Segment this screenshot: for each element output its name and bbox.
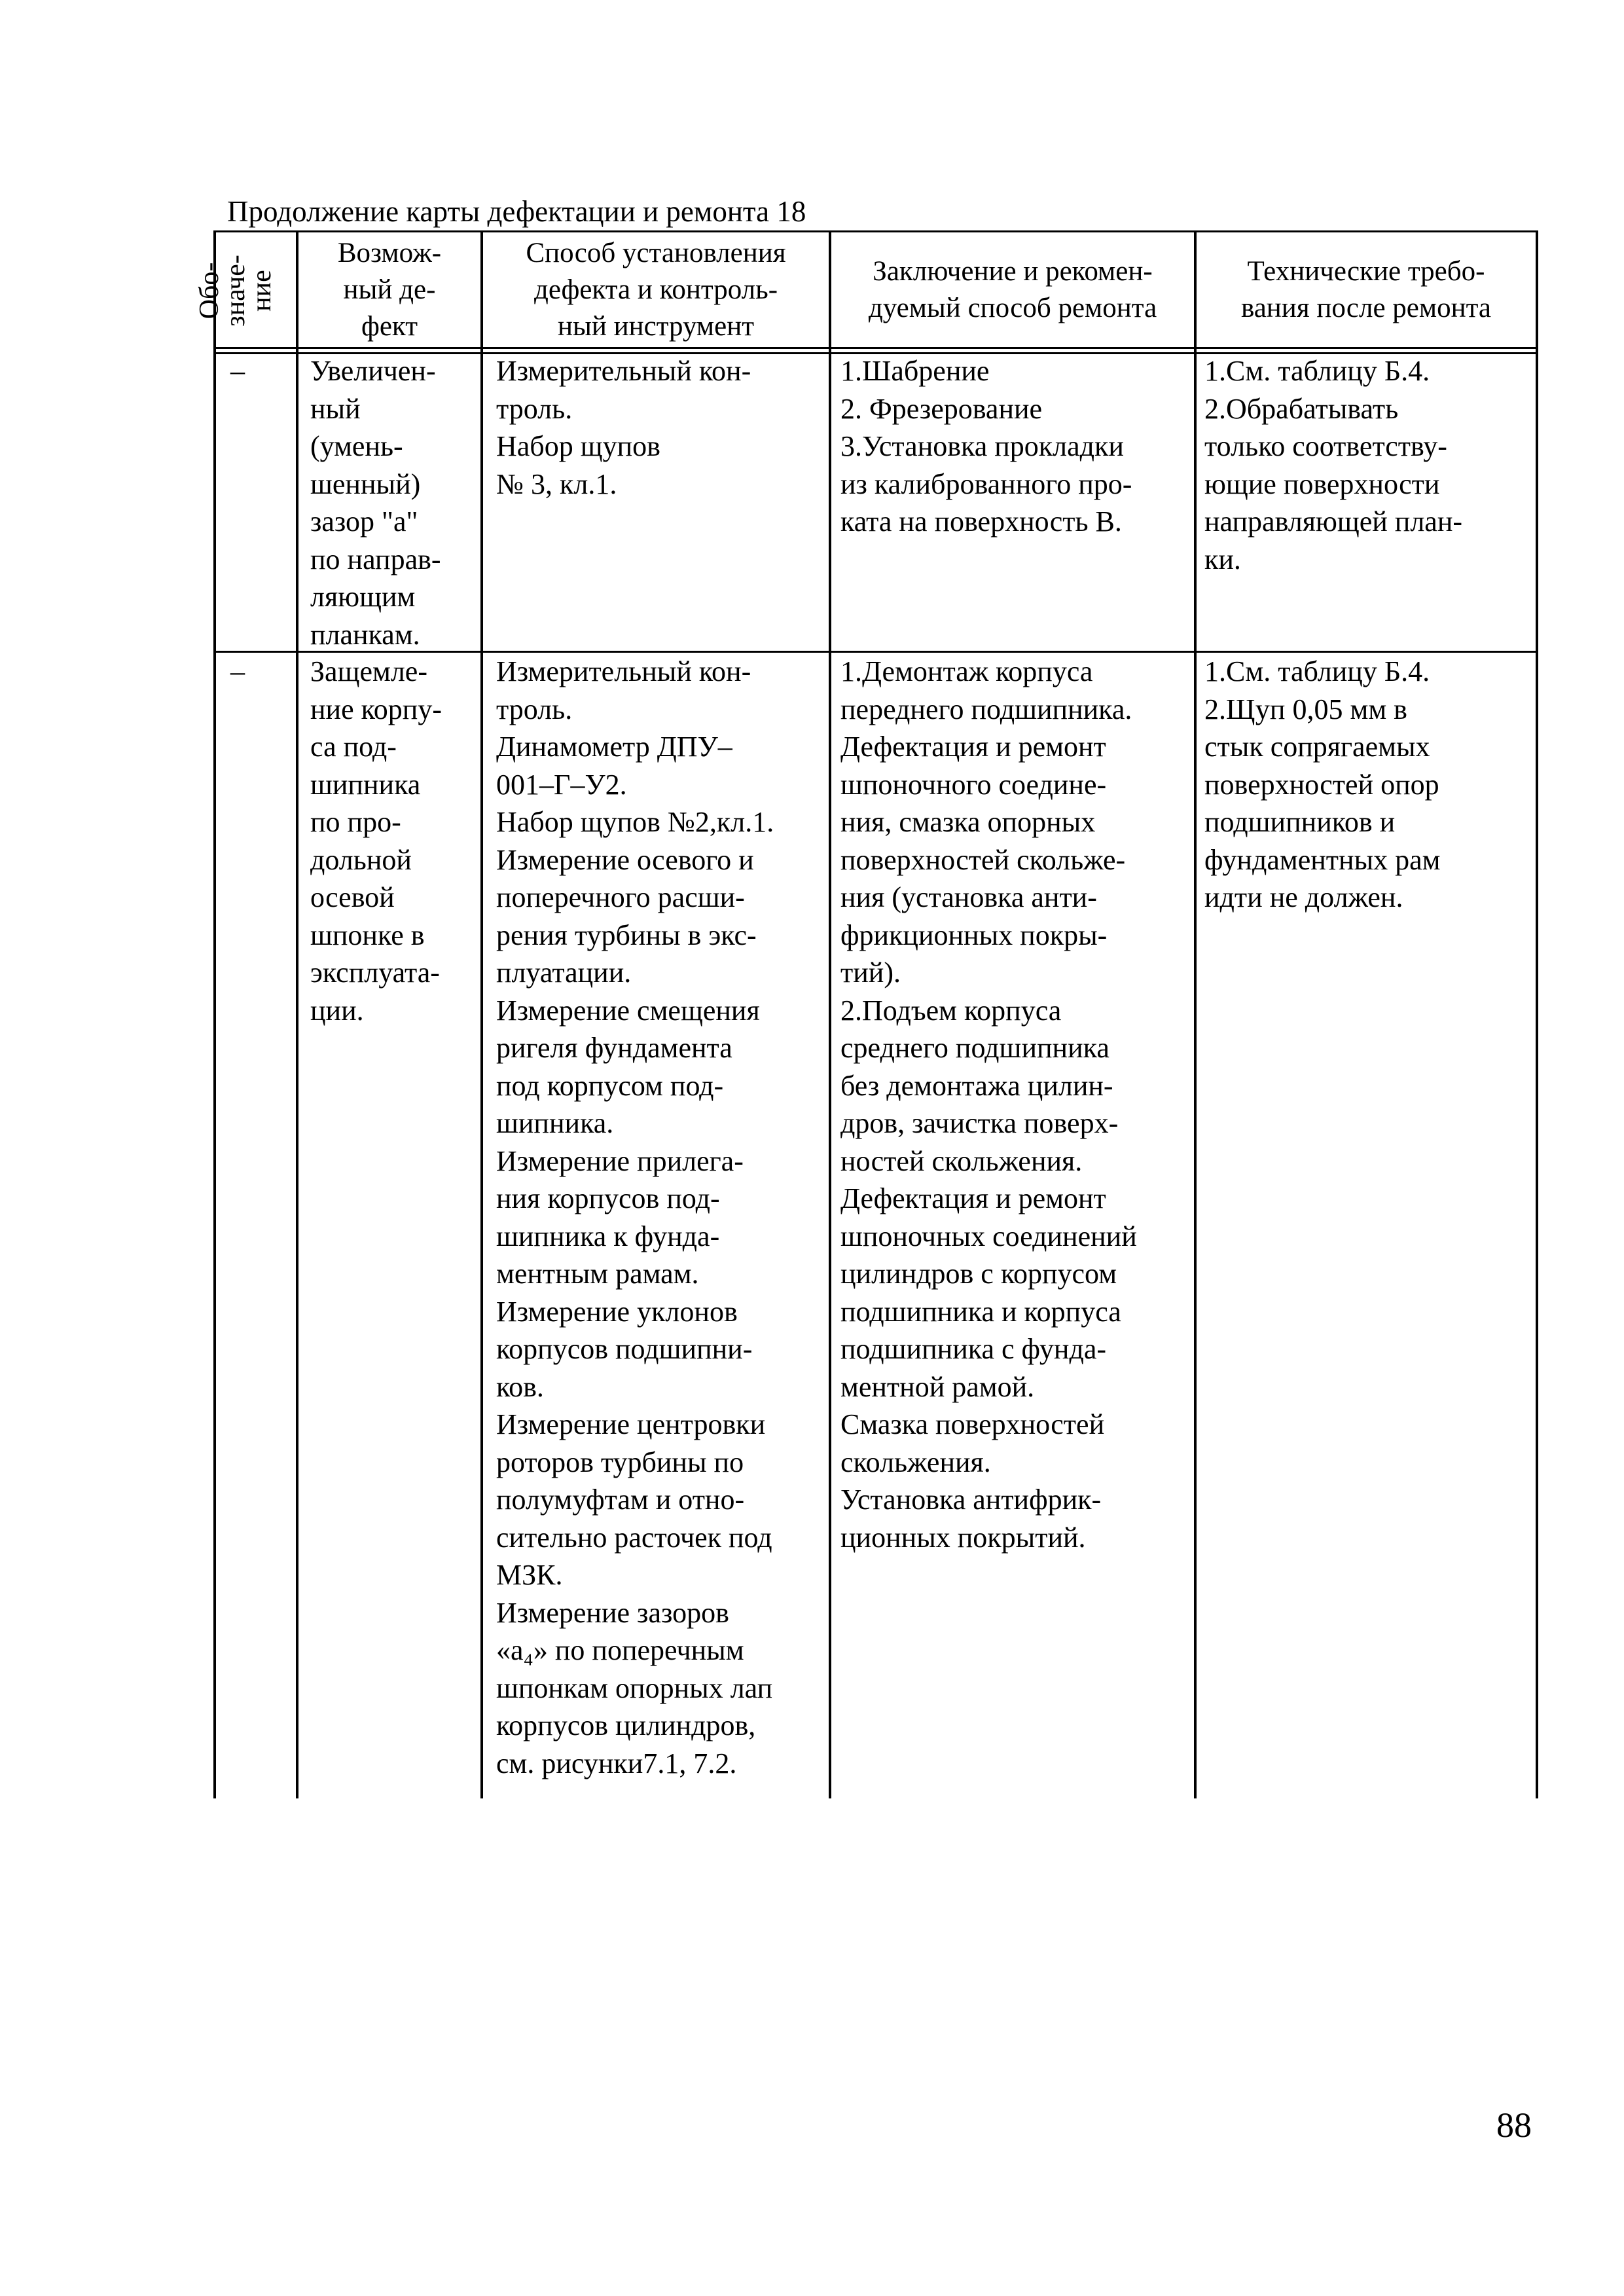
header-defect: Возмож- ный де- фект xyxy=(337,238,442,342)
header-designation xyxy=(194,230,296,347)
header-method: Способ установления дефекта и контроль- ный инструмент xyxy=(526,238,786,342)
row2-conclusion: 1.Демонтаж корпуса переднего подшипника. Дефектация и ремонт шпоночного соедине- ния, смазка опорных поверхностей скольже- ния (установка анти- фрикционных покры- тий). 2.Подъем корпуса среднего подшипника без демонтажа цилин- дров, зачистка поверх- ностей скольжения. Дефектация и ремонт шпоночных соединений цилиндров с корпусом подшипника и корпуса подшипника с фунда- ментной рамой. Смазка поверхностей скольжения. Установка антифрик- ционных покрытий. xyxy=(840,655,1137,1554)
column-rule-right xyxy=(1536,230,1538,1798)
row2-method: Измерительный кон- троль. Динамометр ДПУ– 001–Г–У2. Набор щупов №2,кл.1. Измерение осевого и поперечного расши- рения турбины в экс- плуатации. Измерение смещения ригеля фундамента под корпусом под- шипника. Измерение прилега- ния корпусов под- шипника к фунда- ментным рамам. Измерение уклонов корпусов подшипни- ков. Измерение центровки роторов турбины по полумуфтам и отно- сительно расточек под МЗК. Измерение зазоров «а₄» по поперечным шпонкам опорных лап корпусов цилиндров, см. рисунки7.1, 7.2. xyxy=(496,655,774,1779)
table-caption: Продолжение карты дефектации и ремонта 18 xyxy=(227,195,806,228)
row1-requirements: 1.См. таблицу Б.4. 2.Обрабатывать только соответству- ющие поверхности направляющей план- ки. xyxy=(1204,355,1463,575)
table-top-border xyxy=(213,230,1538,232)
header-conclusion: Заключение и рекомен- дуемый способ ремонта xyxy=(868,256,1157,323)
page-number: 88 xyxy=(1496,2105,1532,2145)
column-rule-1 xyxy=(296,230,298,1798)
column-rule-3 xyxy=(829,230,831,1798)
row2-defect: Защемле- ние корпу- са под- шипника по про- дольной осевой шпонке в эксплуата- ции. xyxy=(310,655,442,1027)
row2-requirements: 1.См. таблицу Б.4. 2.Щуп 0,05 мм в стык сопрягаемых поверхностей опор подшипников и фундаментных рам идти не должен. xyxy=(1204,655,1441,913)
column-rule-4 xyxy=(1194,230,1197,1798)
row1-method: Измерительный кон- троль. Набор щупов № 3, кл.1. xyxy=(496,355,751,500)
header-requirements: Технические требо- вания после ремонта xyxy=(1240,256,1492,323)
column-rule-2 xyxy=(480,230,483,1798)
header-designation-text: Обо- значе- ние xyxy=(194,255,277,327)
header-bottom-border xyxy=(213,347,1538,349)
defect-repair-table xyxy=(194,230,1538,1798)
row2-designation: – xyxy=(230,655,245,687)
row1-defect: Увеличен- ный (умень- шенный) зазор "а" по направ- ляющим планкам. xyxy=(310,355,441,651)
column-rule-left xyxy=(213,230,216,1798)
row1-conclusion: 1.Шабрение 2. Фрезерование 3.Установка прокладки из калиброванного про- ката на поверхность В. xyxy=(840,355,1132,538)
row1-designation: – xyxy=(230,355,245,387)
